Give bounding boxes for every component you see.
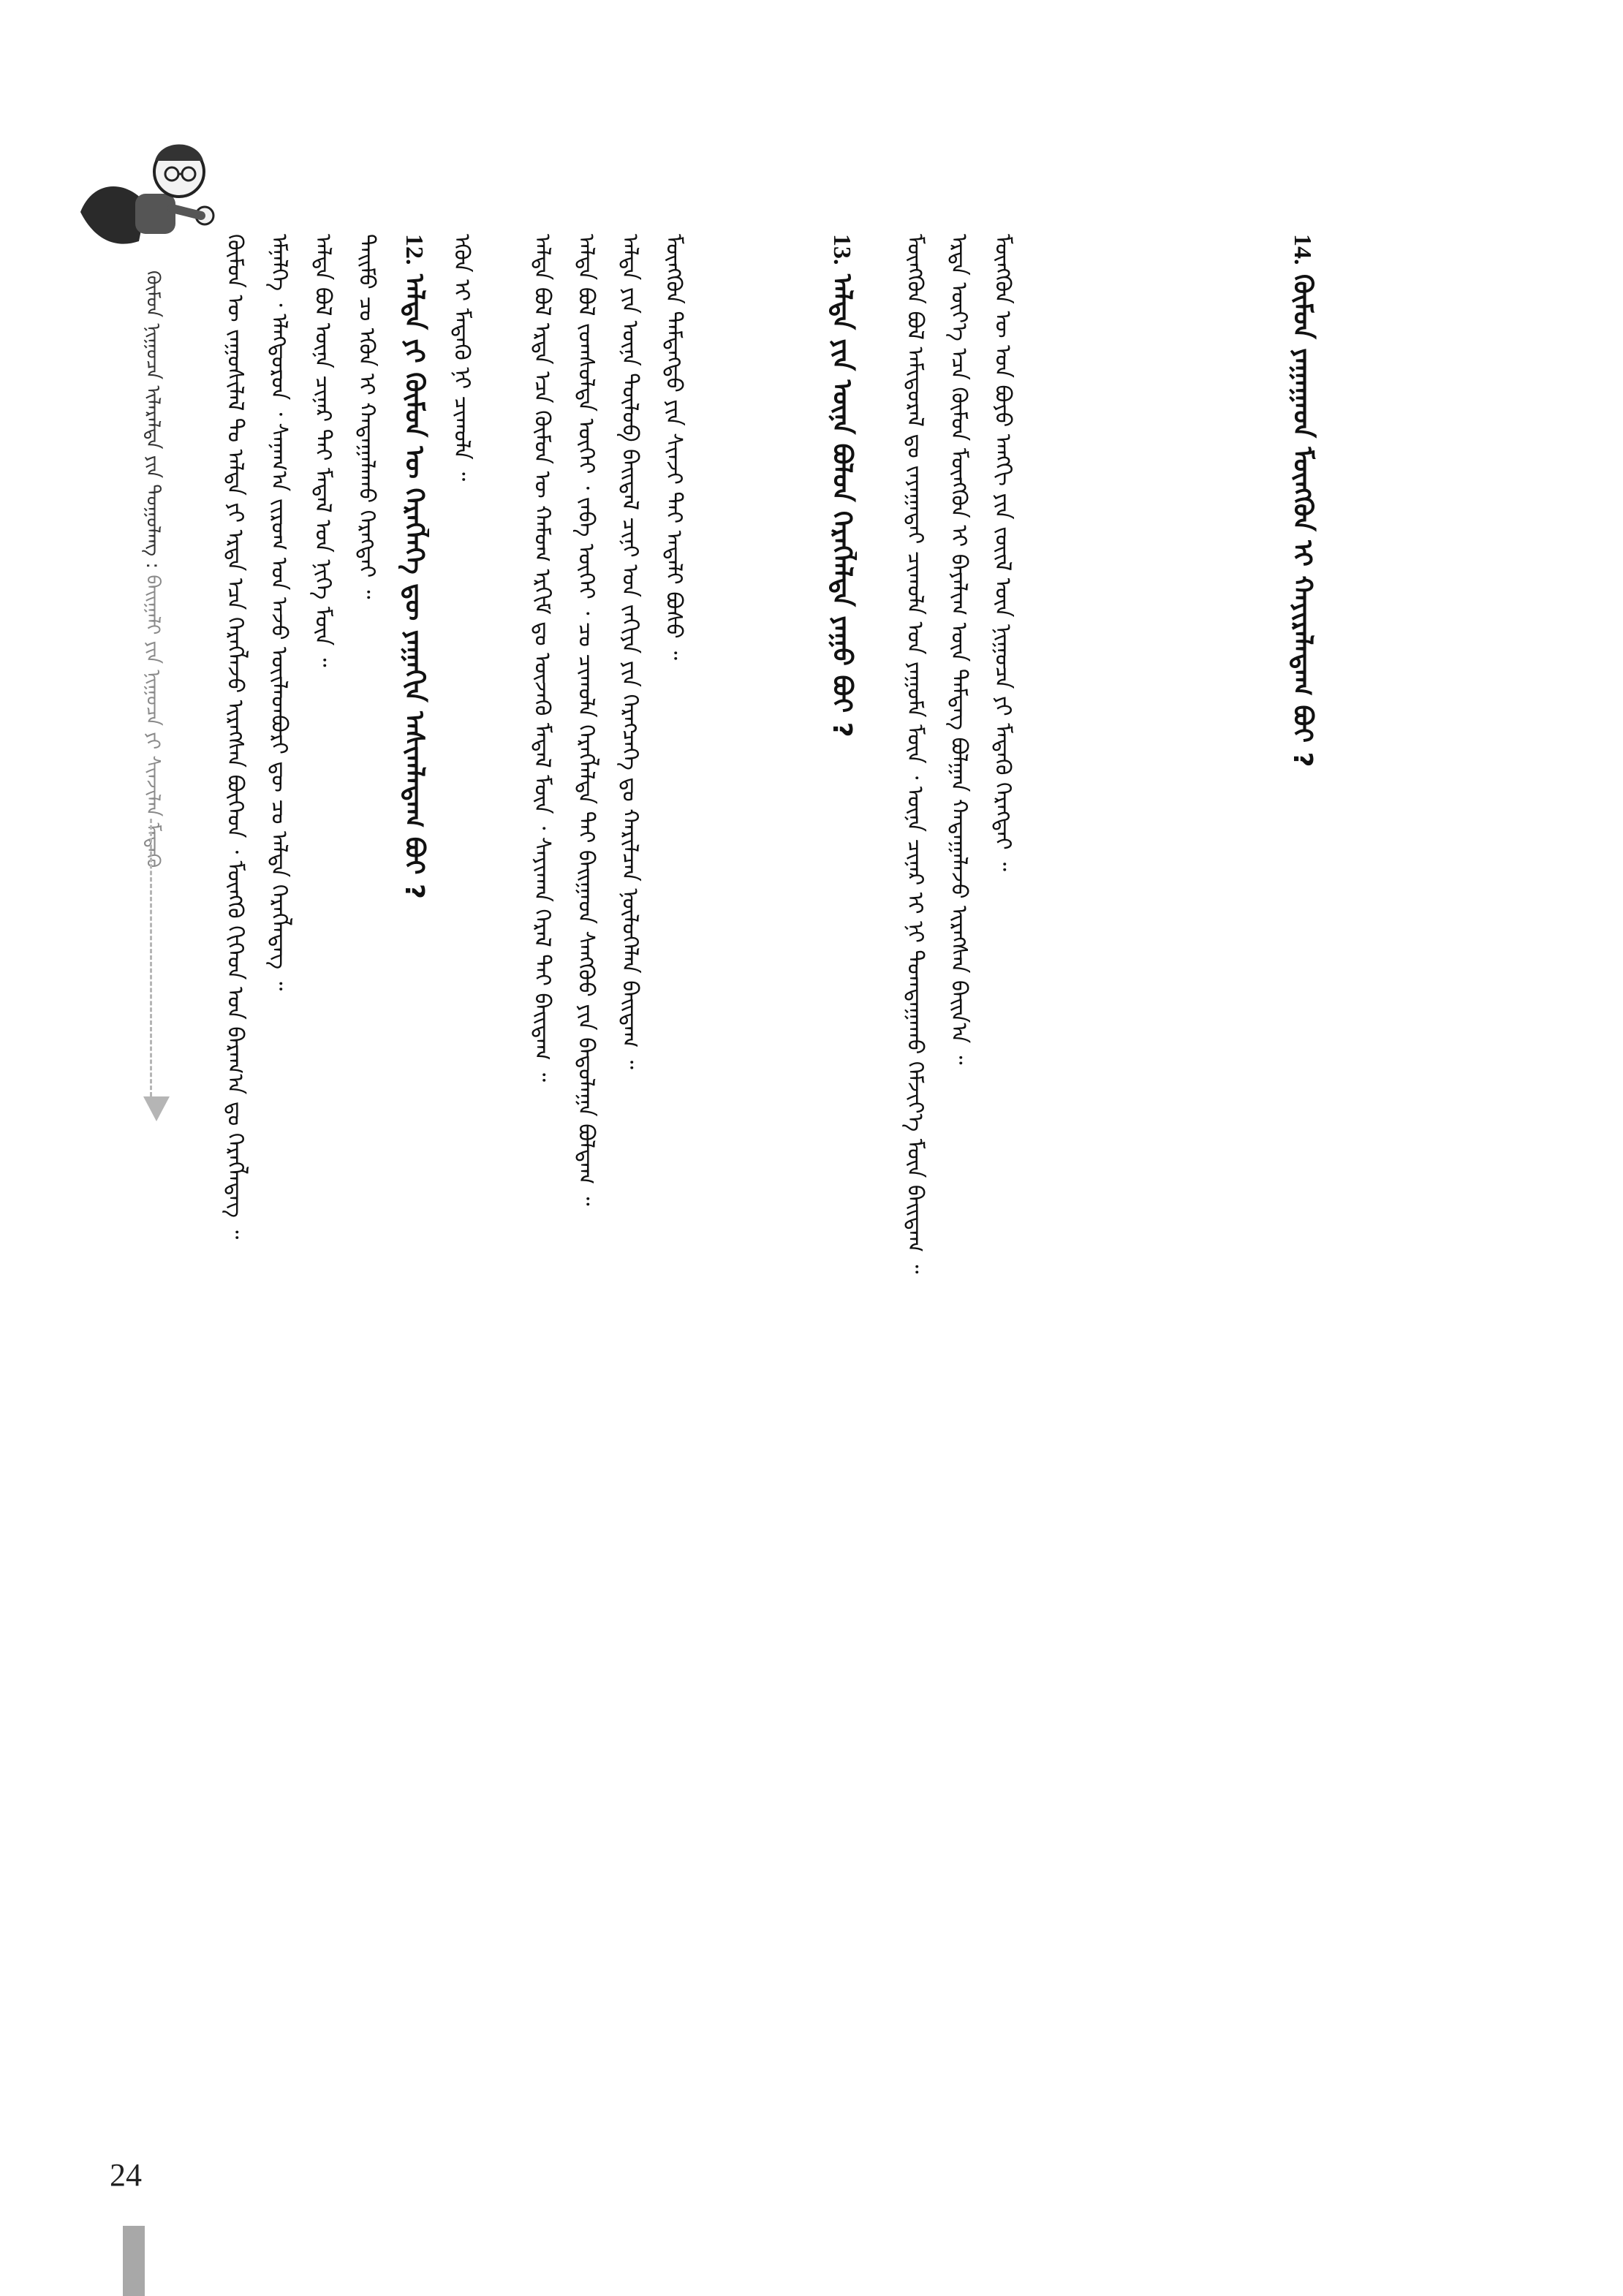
section-number: 12.	[401, 234, 428, 265]
section-title: ᠠᠯᠲᠠ ᠶᠢᠨ ᠦᠨᠡ ᠪᠣᠯᠤᠨ ᠬᠡᠷᠡᠭᠯᠡᠯᠲᠡ ᠶᠠᠭᠤ ᠪᠤᠢ ?	[827, 274, 857, 738]
paragraph-line: ᠮᠥᠩᠭᠦᠨ ᠲᠡᠮᠳᠡᠭᠲᠦ ᠶᠢᠨ ᠰᠢᠨᠵᠢ ᠲᠠᠢ ᠠᠳᠠᠯᠢ ᠪᠣᠰᠤ ᠃	[661, 234, 686, 660]
running-head-subtitle: ᠪᠠᠢᠭᠠᠯᠢ ᠶᠢᠨ ᠨᠢᠭᠤᠴᠠ ᠶᠢ ᠰᠢᠨᠵᠢᠯᠡᠨ ᠮᠡᠳᠡᠬᠦ	[142, 575, 164, 868]
section-heading	[1287, 234, 1317, 2025]
running-head	[136, 270, 170, 868]
paragraph-line: ᠡᠮᠨᠡᠯᠭᠡ ᠂ ᠡᠯᠡᠭᠲᠦᠷᠣᠨ ᠂ ᠰᠠᠨᠠᠭ᠎ᠠ ᠵᠢᠷᠤᠭ ᠤᠨ ᠠᠵᠤ ᠦᠢᠯᠡᠳᠪᠦᠷᠢ ᠳᠦ ᠴᠤ ᠠᠯᠲᠠ ᠬᠡᠷᠡᠭᠯᠡᠳᠡᠭ ᠃	[266, 234, 292, 991]
paragraph-line: ᠠᠯᠲᠠ ᠪᠣᠯ ᠦᠨᠡ ᠴᠢᠨᠠᠷ ᠲᠠᠢ ᠮᠡᠲᠠᠯ ᠤᠨ ᠨᠢᠭᠡ ᠮᠥᠨ ᠃	[310, 234, 336, 667]
section-number: 13.	[828, 234, 855, 265]
paragraph-line: ᠡᠷᠲᠡ ᠦᠶ᠎ᠡ ᠡᠴᠡ ᠬᠦᠮᠦᠨ ᠮᠥᠩᠭᠦᠨ ᠢ ᠪᠠᠶᠠᠯᠢᠭ ᠦᠨ ᠲᠡᠮᠳᠡᠭ ᠪᠣᠯᠭᠠᠨ ᠬᠠᠳᠠᠭᠠᠯᠠᠵᠤ ᠢᠷᠡᠭᠰᠡᠨ ᠪᠠᠢᠨ᠎ᠠ ᠃	[946, 234, 972, 1065]
arrow-down-icon	[143, 1096, 170, 1121]
section-title: ᠠᠯᠲᠠ ᠶᠢ ᠬᠦᠮᠦᠨ ᠦ ᠬᠡᠷᠡᠭᠯᠡᠭᠡ ᠳᠦ ᠶᠠᠭᠠᠬᠢᠨ ᠠᠰᠢᠭᠯᠠᠳᠠᠭ ᠪᠤᠢ ?	[399, 274, 429, 899]
paragraph-line: ᠠᠯᠲᠠ ᠪᠣᠯ ᠡᠷᠲᠡ ᠡᠴᠡ ᠬᠦᠮᠦᠨ ᠦ ᠬᠠᠮᠤᠭ ᠡᠷᠬᠢᠮ ᠳᠤ ᠦᠵᠡᠬᠦ ᠮᠡᠲᠠᠯ ᠮᠥᠨ ᠂ ᠰᠠᠶᠢᠬᠠᠨ ᠭᠡᠷᠡᠯ ᠲᠡᠢ ᠪᠠᠢᠳᠠᠭ ᠃	[529, 234, 555, 1083]
paragraph-line: ᠡᠭᠦᠨ ᠢ ᠮᠡᠳᠡᠬᠦ ᠨᠢ ᠴᠢᠬᠤᠯᠠ ᠃	[449, 234, 474, 482]
paragraph-line: ᠲᠡᠢᠮᠦ ᠴᠤ ᠡᠭᠦᠨ ᠢ ᠬᠠᠳᠠᠭᠠᠯᠠᠬᠤ ᠬᠡᠷᠡᠭᠲᠡᠢ ᠃	[354, 234, 379, 599]
paragraph-line: ᠠᠯᠲᠠ ᠪᠣᠯ ᠵᠣᠭᠰᠤᠯᠲᠠ ᠦᠭᠡᠢ ᠂ ᠵᠡᠪᠡ ᠦᠭᠡᠢ ᠂ ᠴᠤ ᠴᠢᠬᠤᠯᠠ ᠬᠡᠷᠡᠭᠯᠡᠯᠲᠡ ᠲᠡᠢ ᠪᠠᠢᠭᠠᠳ ᠰᠠᠩᠬᠦᠦ ᠶᠢᠨ ᠪᠠᠲᠤᠯᠠᠭᠠ ᠪᠣᠯᠳᠠᠭ ᠃	[573, 234, 599, 1206]
paragraph-line: ᠮᠥᠩᠭᠦᠨ ᠪᠣᠯ ᠠᠮᠢᠳᠤᠷᠠᠯ ᠳᠤ ᠵᠠᠶᠠᠭᠠᠲᠠᠢ ᠴᠢᠬᠤᠯᠠ ᠡᠳ ᠶᠠᠭᠤᠮᠠ ᠮᠥᠨ ᠂ ᠦᠨᠡ ᠴᠢᠨᠠᠷ ᠢ ᠨᠢ ᠲᠣᠭᠲᠠᠭᠠᠬᠤ ᠬᠡᠮᠵᠢᠶ᠎ᠡ ᠮᠥᠨ ᠪᠠᠢᠳᠠᠭ ᠃	[902, 234, 928, 1274]
paragraph-line: ᠬᠦᠮᠦᠨ ᠦ ᠵᠠᠭᠤᠰᠢᠯᠠᠯ ᠲᠤ ᠠᠯᠲᠠ ᠶᠢ ᠡᠷᠲᠡ ᠡᠴᠡ ᠬᠡᠷᠡᠭᠯᠡᠵᠦ ᠢᠷᠡᠭᠰᠡᠨ ᠪᠥᠭᠡᠳ ᠂ ᠮᠥᠩᠭᠦ ᠬᠢᠭᠡᠳ ᠡᠳ ᠪᠠᠷᠠᠭ᠎ᠠ ᠳᠤ ᠬᠡᠷᠡᠭᠯᠡᠳᠡᠭ ᠃	[222, 234, 248, 1240]
section-heading	[398, 234, 429, 2025]
page-number: 24	[110, 2157, 142, 2193]
paragraph-line: ᠮᠥᠩᠭᠦᠨ ᠦ ᠡᠳ ᠪᠤᠶᠤ ᠠᠩᠭᠢ ᠶᠢᠨ ᠵᠦᠢᠯ ᠦᠨ ᠨᠢᠭᠤᠴᠠ ᠶᠢ ᠮᠡᠳᠡᠬᠦ ᠬᠡᠷᠡᠭᠲᠡᠢ ᠃	[990, 234, 1015, 871]
running-head-title: ᠬᠦᠮᠦᠨ ᠨᠢᠭᠤᠴᠠ ᠢᠯᠡᠷᠡᠯᠲᠡ ᠶᠢᠨ ᠳᠤᠭᠤᠯᠠᠩ :	[142, 270, 164, 569]
mascot-boy-icon	[66, 132, 219, 270]
section-number: 14.	[1289, 234, 1316, 265]
paragraph-line: ᠠᠯᠲᠠ ᠶᠢᠨ ᠦᠨᠡ ᠲᠥᠯᠦᠪ ᠪᠠᠢᠳᠠᠯ ᠴᠢᠨᠢ ᠡᠳ ᠵᠠᠬᠢᠶᠠ ᠶᠢᠨ ᠬᠡᠷᠡᠭᠴᠡᠭᠡ ᠳᠤ ᠬᠠᠷᠢᠯᠴᠠᠨ ᠨᠥᠯᠦᠭᠡᠯᠡᠨ ᠪᠠᠢᠳᠠᠭ ᠃	[617, 234, 643, 1069]
page-edge-tab	[123, 2226, 145, 2296]
dashed-divider	[150, 819, 152, 1096]
section-title: ᠬᠦᠮᠦᠨ ᠶᠠᠭᠠᠭᠠᠳ ᠮᠥᠩᠭᠦᠨ ᠢ ᠬᠠᠶᠢᠷᠠᠯᠠᠳᠠᠭ ᠪᠤᠢ ?	[1287, 274, 1317, 768]
section-heading	[826, 234, 857, 2025]
